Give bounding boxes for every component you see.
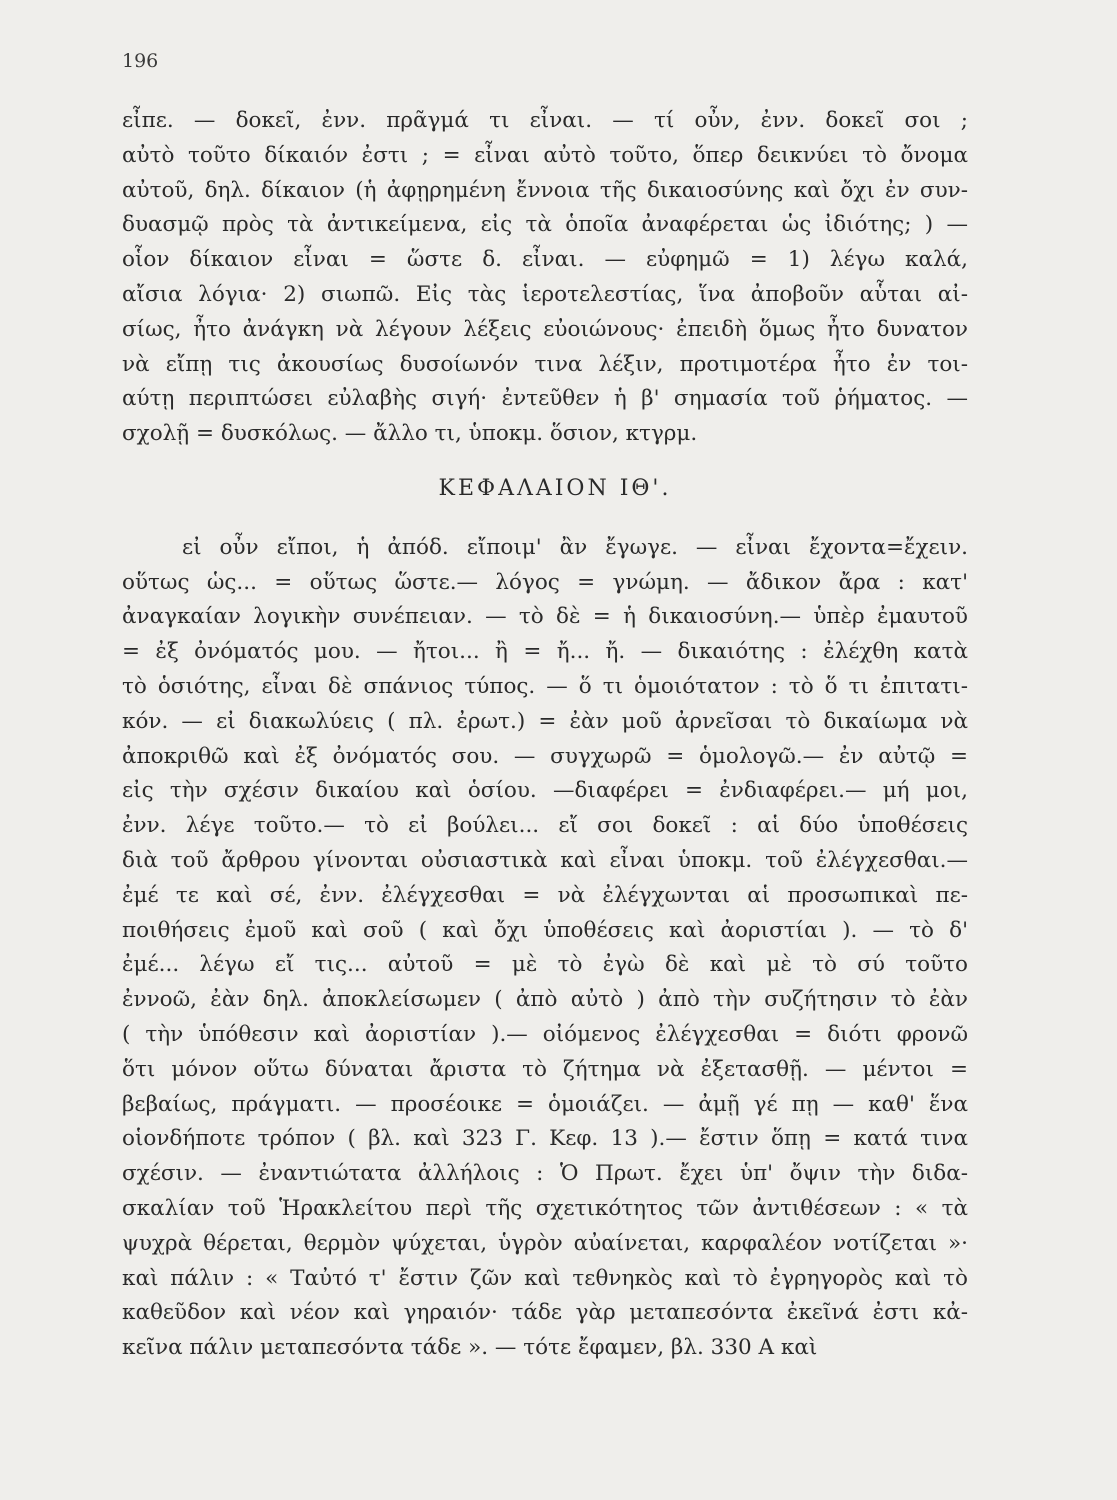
text-line: ἐνν. λέγε τοῦτο.— τὸ εἰ βούλει... εἴ σοι δοκεῖ : αἱ δύο ὑποθέσεις — [122, 813, 968, 839]
text-line: ( τὴν ὑπόθεσιν καὶ ἀοριστίαν ).— οἰόμενος ἐλέγχεσθαι = διότι φρονῶ — [122, 1021, 968, 1047]
text-line: νὰ εἴπῃ τις ἀκουσίως δυσοίωνόν τινα λέξιν, προτιμοτέρα ἦτο ἐν τοι- — [122, 351, 968, 377]
text-line: εἰ οὖν εἴποι, ἡ ἀπόδ. εἴποιμ' ἂν ἔγωγε. — εἶναι ἔχοντα=ἔχειν. — [182, 534, 968, 560]
text-line: αὐτοῦ, δηλ. δίκαιον (ἡ ἀφῃρημένη ἔννοια τῆς δικαιοσύνης καὶ ὄχι ἐν συν- — [122, 177, 968, 203]
text-line: αἴσια λόγια· 2) σιωπῶ. Εἰς τὰς ἱεροτελεστίας, ἵνα ἀποβοῦν αὗται αἰ- — [122, 281, 968, 307]
text-line: ψυχρὰ θέρεται, θερμὸν ψύχεται, ὑγρὸν αὐαίνεται, καρφαλέον νοτίζεται »· — [122, 1230, 968, 1256]
text-line: οἱονδήποτε τρόπον ( βλ. καὶ 323 Γ. Κεφ. 13 ).— ἔστιν ὅπῃ = κατά τινα — [122, 1126, 968, 1152]
text-line: καὶ πάλιν : « Ταὐτό τ' ἔστιν ζῶν καὶ τεθνηκὸς καὶ τὸ ἐγρηγορὸς καὶ τὸ — [122, 1265, 968, 1291]
page-number: 196 — [122, 50, 159, 72]
text-line: τὸ ὁσιότης, εἶναι δὲ σπάνιος τύπος. — ὅ τι ὁμοιότατον : τὸ ὅ τι ἐπιτατι- — [122, 673, 968, 699]
text-line: κεῖνα πάλιν μεταπεσόντα τάδε ». — τότε ἔφαμεν, βλ. 330 Α καὶ — [122, 1335, 818, 1361]
text-block — [122, 104, 968, 1366]
chapter-heading: ΚΕΦΑΛΑΙΟΝ ΙΘ'. — [438, 475, 672, 501]
text-line: κόν. — εἰ διακωλύεις ( πλ. ἐρωτ.) = ἐὰν μοῦ ἀρνεῖσαι τὸ δικαίωμα νὰ — [122, 708, 968, 734]
text-line: βεβαίως, πράγματι. — προσέοικε = ὁμοιάζει. — ἀμῇ γέ πῃ — καθ' ἕνα — [122, 1091, 968, 1117]
text-line: διὰ τοῦ ἄρθρου γίνονται οὐσιαστικὰ καὶ εἶναι ὑποκμ. τοῦ ἐλέγχεσθαι.— — [122, 847, 968, 873]
text-line: καθεῦδον καὶ νέον καὶ γηραιόν· τάδε γὰρ μεταπεσόντα ἐκεῖνά ἐστι κἀ- — [122, 1300, 968, 1326]
text-line: δυασμῷ πρὸς τὰ ἀντικείμενα, εἰς τὰ ὁποῖα ἀναφέρεται ὡς ἰδιότης; ) — — [122, 212, 968, 238]
text-line: σίως, ἦτο ἀνάγκη νὰ λέγουν λέξεις εὐοιώνους· ἐπειδὴ ὅμως ἦτο δυνατον — [122, 316, 968, 342]
text-line: = ἐξ ὀνόματός μου. — ἤτοι... ἢ = ἤ... ἤ. — δικαιότης : ἐλέχθη κατὰ — [122, 639, 968, 665]
text-line: ἐμέ τε καὶ σέ, ἐνν. ἐλέγχεσθαι = νὰ ἐλέγχωνται αἱ προσωπικαὶ πε- — [122, 882, 968, 908]
text-line: ἀναγκαίαν λογικὴν συνέπειαν. — τὸ δὲ = ἡ δικαιοσύνη.— ὑπὲρ ἐμαυτοῦ — [122, 604, 968, 630]
commentary-section-1 — [122, 104, 968, 452]
text-line: οὕτως ὡς... = οὕτως ὥστε.— λόγος = γνώμη. — ἄδικον ἄρα : κατ' — [122, 569, 968, 595]
text-line: ἐμέ... λέγω εἴ τις... αὐτοῦ = μὲ τὸ ἐγὼ δὲ καὶ μὲ τὸ σύ τοῦτο — [122, 952, 968, 978]
text-line: εἶπε. — δοκεῖ, ἐνν. πρᾶγμά τι εἶναι. — τί οὖν, ἐνν. δοκεῖ σοι ; — [122, 108, 968, 133]
text-line: σκαλίαν τοῦ Ἡρακλείτου περὶ τῆς σχετικότητος τῶν ἀντιθέσεων : « τὰ — [122, 1195, 968, 1221]
text-line: ἐννοῶ, ἐὰν δηλ. ἀποκλείσωμεν ( ἀπὸ αὐτὸ ) ἀπὸ τὴν συζήτησιν τὸ ἐὰν — [122, 987, 968, 1013]
text-line: ὅτι μόνον οὕτω δύναται ἄριστα τὸ ζήτημα νὰ ἐξετασθῇ. — μέντοι = — [122, 1056, 968, 1082]
text-line: ποιθήσεις ἐμοῦ καὶ σοῦ ( καὶ ὄχι ὑποθέσεις καὶ ἀοριστίαι ). — τὸ δ' — [122, 917, 968, 943]
text-line: σχέσιν. — ἐναντιώτατα ἀλλήλοις : Ὁ Πρωτ. ἔχει ὑπ' ὄψιν τὴν διδα- — [122, 1161, 968, 1187]
text-line: αὐτὸ τοῦτο δίκαιόν ἐστι ; = εἶναι αὐτὸ τοῦτο, ὅπερ δεικνύει τὸ ὄνομα — [122, 142, 968, 168]
text-line: ἀποκριθῶ καὶ ἐξ ὀνόματός σου. — συγχωρῶ = ὁμολογῶ.— ἐν αὐτῷ = — [122, 743, 968, 769]
text-line: αύτῃ περιπτώσει εὐλαβὴς σιγή· ἐντεῦθεν ἡ β' σημασία τοῦ ῥήματος. — — [122, 386, 968, 412]
text-line: σχολῇ = δυσκόλως. — ἄλλο τι, ὑποκμ. ὅσιον, κτγρμ. — [122, 421, 698, 447]
text-line: εἰς τὴν σχέσιν δικαίου καὶ ὁσίου. —διαφέρει = ἐνδιαφέρει.— μή μοι, — [122, 778, 968, 804]
text-line: οἷον δίκαιον εἶναι = ὥστε δ. εἶναι. — εὐφημῶ = 1) λέγω καλά, — [122, 247, 968, 273]
commentary-section-2 — [122, 531, 968, 1366]
